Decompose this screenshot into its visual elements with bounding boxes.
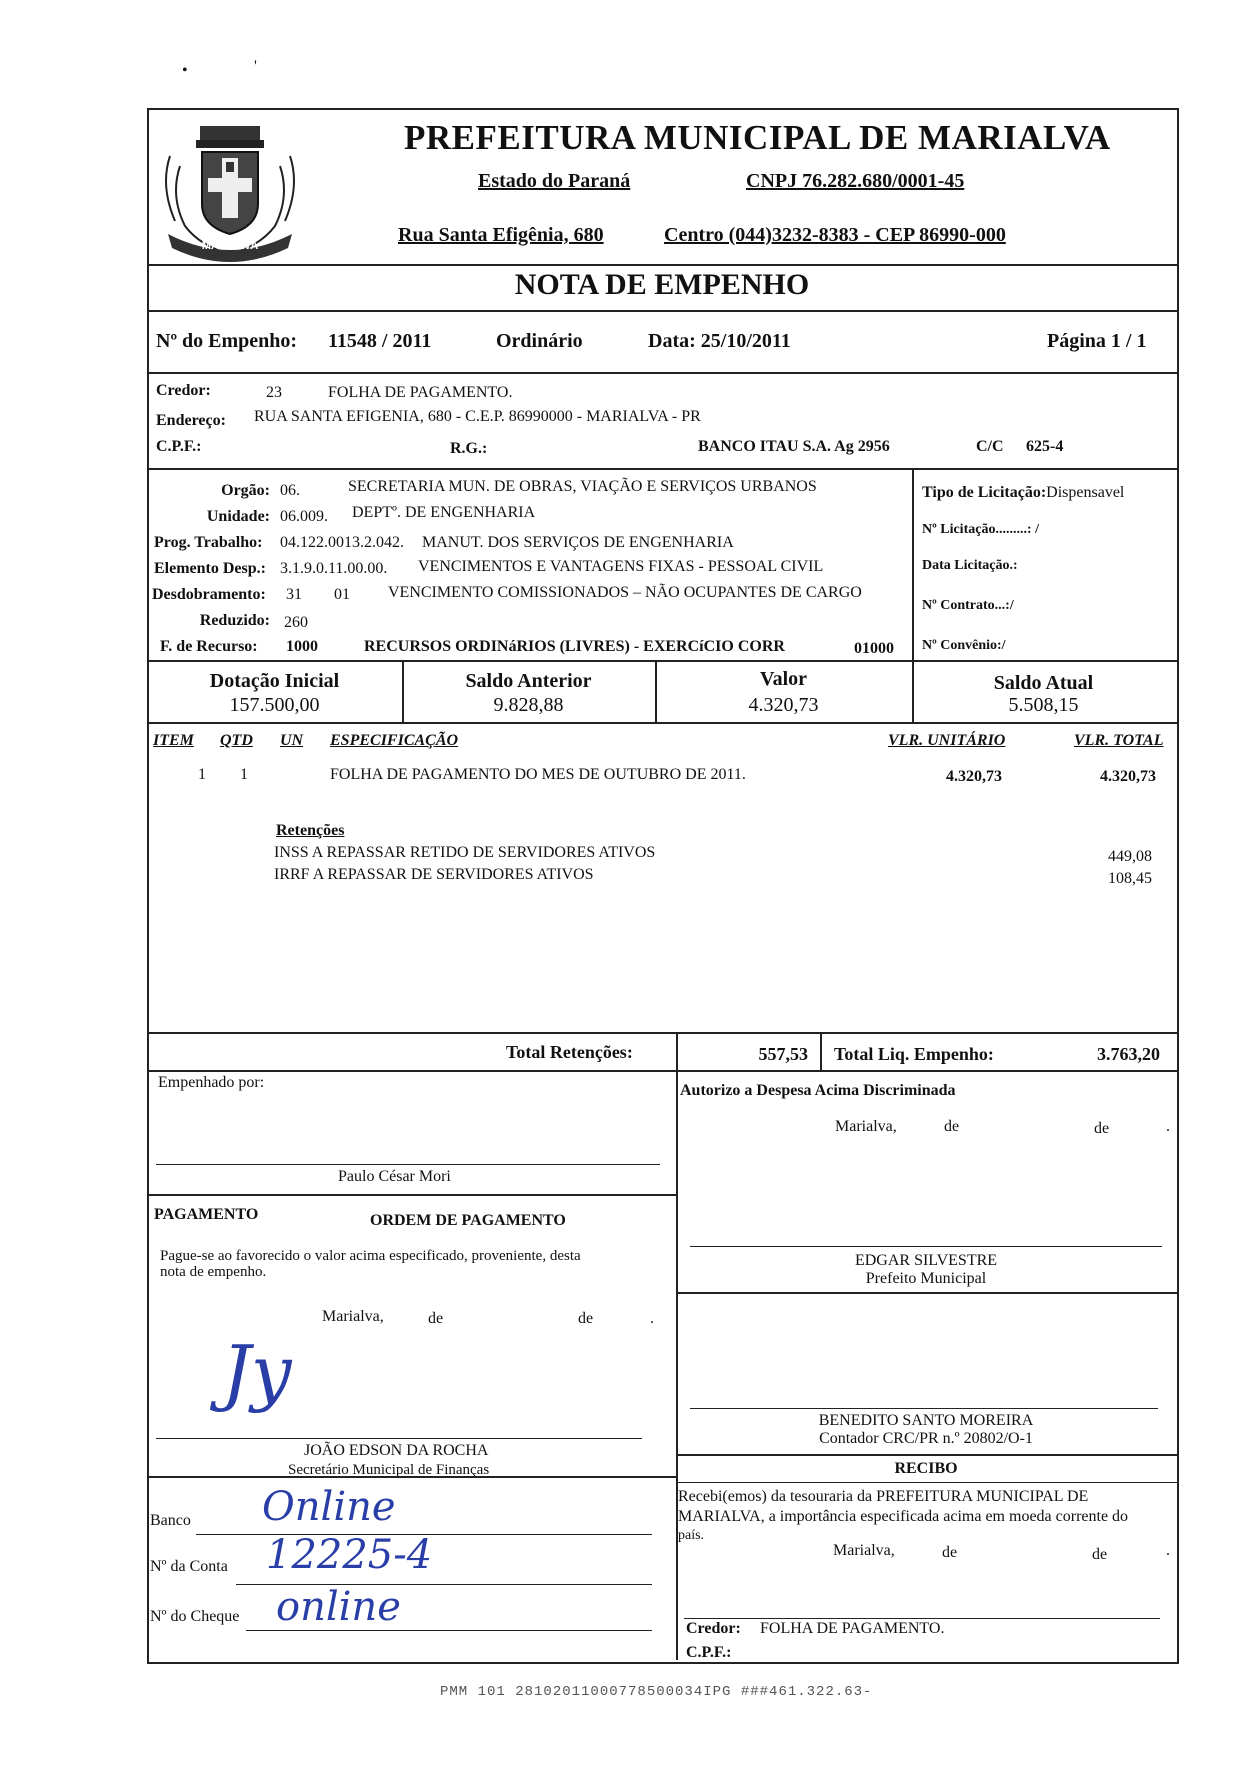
banco-label: Banco [150, 1512, 191, 1529]
cnpj: CNPJ 76.282.680/0001-45 [746, 170, 965, 192]
col-vlr-total: VLR. TOTAL [1074, 732, 1164, 749]
unidade-code: 06.009. [280, 508, 328, 525]
prog-label: Prog. Trabalho: [154, 534, 263, 551]
prefeito-name: EDGAR SILVESTRE [854, 1252, 998, 1269]
crest-banner-text: MARIALVA [201, 240, 259, 252]
secretario-name: JOÃO EDSON DA ROCHA [304, 1442, 489, 1459]
dotacao-label: Dotação Inicial [209, 670, 340, 692]
recurso-number: 01000 [854, 640, 894, 657]
item-desc: FOLHA DE PAGAMENTO DO MES DE OUTUBRO DE 2011. [330, 766, 746, 783]
street-address: Rua Santa Efigênia, 680 [398, 224, 604, 246]
cc-label: C/C [976, 438, 1004, 455]
pagamento-label: PAGAMENTO [154, 1206, 259, 1223]
recibo-city: Marialva, [833, 1542, 895, 1559]
pagamento-de-1: de [428, 1310, 444, 1327]
cheque-handwritten: online [276, 1584, 401, 1630]
cc-number: 625-4 [1026, 438, 1064, 455]
banco-handwritten: Online [262, 1484, 396, 1530]
reduzido-label: Reduzido: [199, 612, 270, 629]
empenho-date: Data: 25/10/2011 [648, 330, 791, 352]
elemento-desc: VENCIMENTOS E VANTAGENS FIXAS - PESSOAL CIVIL [418, 558, 824, 575]
recibo-de-1: de [942, 1544, 958, 1561]
saldo-anterior-value: 9.828,88 [493, 694, 564, 716]
empenhado-label: Empenhado por: [158, 1074, 265, 1091]
retencao-desc: INSS A REPASSAR RETIDO DE SERVIDORES ATIVOS [274, 844, 656, 861]
recurso-code: 1000 [286, 638, 318, 655]
tipo-licitacao-label: Tipo de Licitação:Dispensavel [922, 484, 1125, 501]
credor-code: 23 [266, 384, 282, 401]
pagamento-dot: . [650, 1310, 654, 1327]
page-number: Página 1 / 1 [1047, 330, 1147, 352]
scan-mark: ' [254, 58, 257, 75]
item-unit-value: 4.320,73 [946, 768, 1002, 785]
valor-label: Valor [759, 668, 808, 690]
dotacao-value: 157.500,00 [229, 694, 320, 716]
saldo-atual-value: 5.508,15 [1008, 694, 1079, 716]
total-liq-value: 3.763,20 [1097, 1044, 1160, 1064]
orgao-code: 06. [280, 482, 300, 499]
contact-info: Centro (044)3232-8383 - CEP 86990-000 [664, 224, 1006, 246]
total-retencoes-label: Total Retenções: [506, 1042, 633, 1062]
credor-label: Credor: [156, 382, 211, 399]
item-number: 1 [198, 766, 206, 783]
secretario-role: Secretário Municipal de Finanças [288, 1462, 490, 1478]
contador-name: BENEDITO SANTO MOREIRA [818, 1412, 1034, 1429]
rg-label: R.G.: [450, 440, 488, 457]
document-title: NOTA DE EMPENHO [514, 268, 810, 301]
col-vlr-unitario: VLR. UNITÁRIO [888, 732, 1006, 749]
recibo-de-2: de [1092, 1546, 1108, 1563]
licitacao-number: Nº Licitação.........: / [922, 522, 1039, 537]
recibo-title: RECIBO [894, 1460, 958, 1477]
prog-desc: MANUT. DOS SERVIÇOS DE ENGENHARIA [422, 534, 734, 551]
prog-code: 04.122.0013.2.042. [280, 534, 404, 551]
autorizo-de-2: de [1094, 1120, 1110, 1137]
total-retencoes-value: 557,53 [758, 1044, 808, 1064]
retencoes-title: Retenções [276, 822, 345, 839]
recibo-cpf-label: C.P.F.: [686, 1644, 732, 1661]
recibo-credor-name: FOLHA DE PAGAMENTO. [760, 1620, 945, 1637]
empenho-type: Ordinário [496, 330, 583, 352]
empenhado-name: Paulo César Mori [338, 1168, 451, 1185]
recibo-dot: . [1166, 1542, 1170, 1559]
contrato-number: Nº Contrato...:/ [922, 598, 1014, 613]
convenio-number: Nº Convênio:/ [922, 638, 1006, 653]
pagamento-de-2: de [578, 1310, 594, 1327]
valor-value: 4.320,73 [748, 694, 819, 716]
credor-address: RUA SANTA EFIGENIA, 680 - C.E.P. 86990000 - MARIALVA - PR [254, 408, 701, 425]
cpf-label: C.P.F.: [156, 438, 202, 455]
recurso-desc: RECURSOS ORDINáRIOS (LIVRES) - EXERCíCIO CORR [364, 638, 785, 655]
elemento-label: Elemento Desp.: [154, 560, 266, 577]
credor-name: FOLHA DE PAGAMENTO. [328, 384, 513, 401]
empenho-number: 11548 / 2011 [328, 330, 432, 352]
recibo-text: MARIALVA, a importância especificada acima em moeda corrente do [678, 1508, 1129, 1525]
retencao-value: 449,08 [1108, 848, 1152, 865]
autorizo-de-1: de [944, 1118, 960, 1135]
recurso-label: F. de Recurso: [160, 638, 258, 655]
ordem-pagamento-label: ORDEM DE PAGAMENTO [370, 1212, 566, 1229]
elemento-code: 3.1.9.0.11.00.00. [280, 560, 388, 577]
saldo-atual-label: Saldo Atual [993, 672, 1094, 694]
desdobramento-code-1: 31 [286, 586, 302, 603]
recibo-text: Recebi(emos) da tesouraria da PREFEITURA MUNICIPAL DE [678, 1488, 1089, 1505]
pagamento-text: nota de empenho. [160, 1264, 267, 1280]
desdobramento-code-2: 01 [334, 586, 350, 603]
bank-info: BANCO ITAU S.A. Ag 2956 [698, 438, 890, 455]
pagamento-text: Pague-se ao favorecido o valor acima especificado, proveniente, desta [160, 1248, 581, 1264]
state-name: Estado do Paraná [478, 170, 631, 192]
reduzido-value: 260 [284, 614, 308, 631]
scan-mark: • [182, 62, 188, 79]
total-liq-label: Total Liq. Empenho: [834, 1044, 994, 1064]
retencao-value: 108,45 [1108, 870, 1152, 887]
address-label: Endereço: [156, 412, 226, 429]
unidade-label: Unidade: [206, 508, 270, 525]
footer-code: PMM 101 28102011000778500034IPG ###461.322.63- [440, 1684, 873, 1700]
page-title: PREFEITURA MUNICIPAL DE MARIALVA [404, 118, 1111, 157]
autorizo-dot: . [1166, 1118, 1170, 1135]
autorizo-city: Marialva, [835, 1118, 897, 1135]
autorizo-label: Autorizo a Despesa Acima Discriminada [680, 1082, 956, 1099]
handwritten-signature: Jy [222, 1330, 292, 1414]
municipal-crest-icon [160, 116, 300, 264]
pagamento-city: Marialva, [322, 1308, 384, 1325]
desdobramento-label: Desdobramento: [152, 586, 266, 603]
desdobramento-desc: VENCIMENTO COMISSIONADOS – NÃO OCUPANTES DE CARGO [388, 584, 862, 601]
conta-label: Nº da Conta [150, 1558, 228, 1575]
cheque-label: Nº do Cheque [150, 1608, 240, 1625]
contador-role: Contador CRC/PR n.º 20802/O-1 [819, 1430, 1033, 1447]
item-qtd: 1 [240, 766, 248, 783]
empenho-number-label: Nº do Empenho: [156, 330, 298, 352]
licitacao-date: Data Licitação.: [922, 558, 1018, 573]
col-item: ITEM [153, 732, 194, 749]
prefeito-role: Prefeito Municipal [865, 1270, 987, 1287]
col-qtd: QTD [220, 732, 253, 749]
orgao-desc: SECRETARIA MUN. DE OBRAS, VIAÇÃO E SERVIÇOS URBANOS [348, 478, 817, 495]
recibo-credor-label: Credor: [686, 1620, 741, 1637]
saldo-anterior-label: Saldo Anterior [465, 670, 592, 692]
conta-handwritten: 12225-4 [266, 1532, 433, 1578]
col-especificacao: ESPECIFICAÇÃO [330, 732, 459, 749]
recibo-text: país. [678, 1528, 705, 1543]
col-un: UN [280, 732, 304, 749]
unidade-desc: DEPTº. DE ENGENHARIA [352, 504, 536, 521]
item-total-value: 4.320,73 [1100, 768, 1156, 785]
orgao-label: Orgão: [221, 482, 270, 499]
retencao-desc: IRRF A REPASSAR DE SERVIDORES ATIVOS [274, 866, 594, 883]
